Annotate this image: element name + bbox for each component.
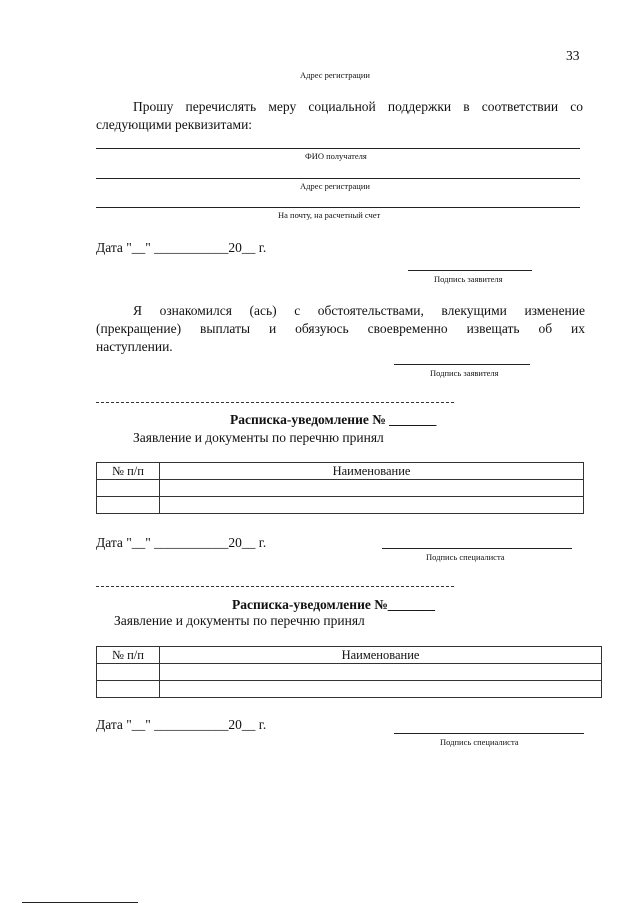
request-line-2: следующими реквизитами: <box>96 117 253 132</box>
column-header-num: № п/п <box>97 463 160 480</box>
receipt-title-1: Расписка-уведомление № _______ <box>230 412 437 427</box>
table-cell[interactable] <box>160 664 602 681</box>
table-row <box>97 681 602 698</box>
specialist-signature-caption-1: Подпись специалиста <box>426 552 505 562</box>
footnote-rule <box>22 902 138 903</box>
request-line-1: Прошу перечислять меру социальной поддержки в соответствии со <box>133 99 583 114</box>
ack-line-3: наступлении. <box>96 339 173 354</box>
table-row <box>97 497 584 514</box>
table-row <box>97 664 602 681</box>
fio-line <box>96 148 580 149</box>
documents-table-2 <box>96 646 602 698</box>
signature-caption-2: Подпись заявителя <box>430 368 499 378</box>
table-cell[interactable] <box>160 497 584 514</box>
fio-caption: ФИО получателя <box>305 151 367 161</box>
table-row <box>97 480 584 497</box>
date-field-2: Дата "__" ___________20__ г. <box>96 535 267 550</box>
page-number: 33 <box>566 48 580 63</box>
table-cell[interactable] <box>97 681 160 698</box>
signature-line-2 <box>394 364 530 365</box>
table-cell[interactable] <box>97 497 160 514</box>
receipt-title-2: Расписка-уведомление №_______ <box>232 597 436 612</box>
address-caption-top: Адрес регистрации <box>300 70 370 80</box>
receipt-subtitle-2: Заявление и документы по перечню принял <box>114 613 365 628</box>
date-field-1: Дата "__" ___________20__ г. <box>96 240 267 255</box>
specialist-signature-line-2 <box>394 733 584 734</box>
table-header-row <box>97 647 602 664</box>
signature-line-1 <box>408 270 532 271</box>
address-line <box>96 178 580 179</box>
table-cell[interactable] <box>160 480 584 497</box>
signature-caption-1: Подпись заявителя <box>434 274 503 284</box>
specialist-signature-caption-2: Подпись специалиста <box>440 737 519 747</box>
ack-line-2: (прекращение) выплаты и обязуюсь своевременно извещать об их <box>96 321 585 336</box>
table-cell[interactable] <box>97 480 160 497</box>
column-header-name: Наименование <box>160 463 584 480</box>
column-header-name: Наименование <box>160 647 602 664</box>
column-header-num: № п/п <box>97 647 160 664</box>
table-cell[interactable] <box>97 664 160 681</box>
account-line <box>96 207 580 208</box>
specialist-signature-line-1 <box>382 548 572 549</box>
receipt-subtitle-1: Заявление и документы по перечню принял <box>133 430 384 445</box>
table-cell[interactable] <box>160 681 602 698</box>
address-caption: Адрес регистрации <box>300 181 370 191</box>
table-header-row <box>97 463 584 480</box>
cut-line-2 <box>96 586 454 587</box>
ack-line-1: Я ознакомился (ась) с обстоятельствами, влекущими изменение <box>133 303 585 318</box>
date-field-3: Дата "__" ___________20__ г. <box>96 717 267 732</box>
account-caption: На почту, на расчетный счет <box>278 210 381 220</box>
documents-table-1 <box>96 462 584 514</box>
cut-line-1 <box>96 402 454 403</box>
